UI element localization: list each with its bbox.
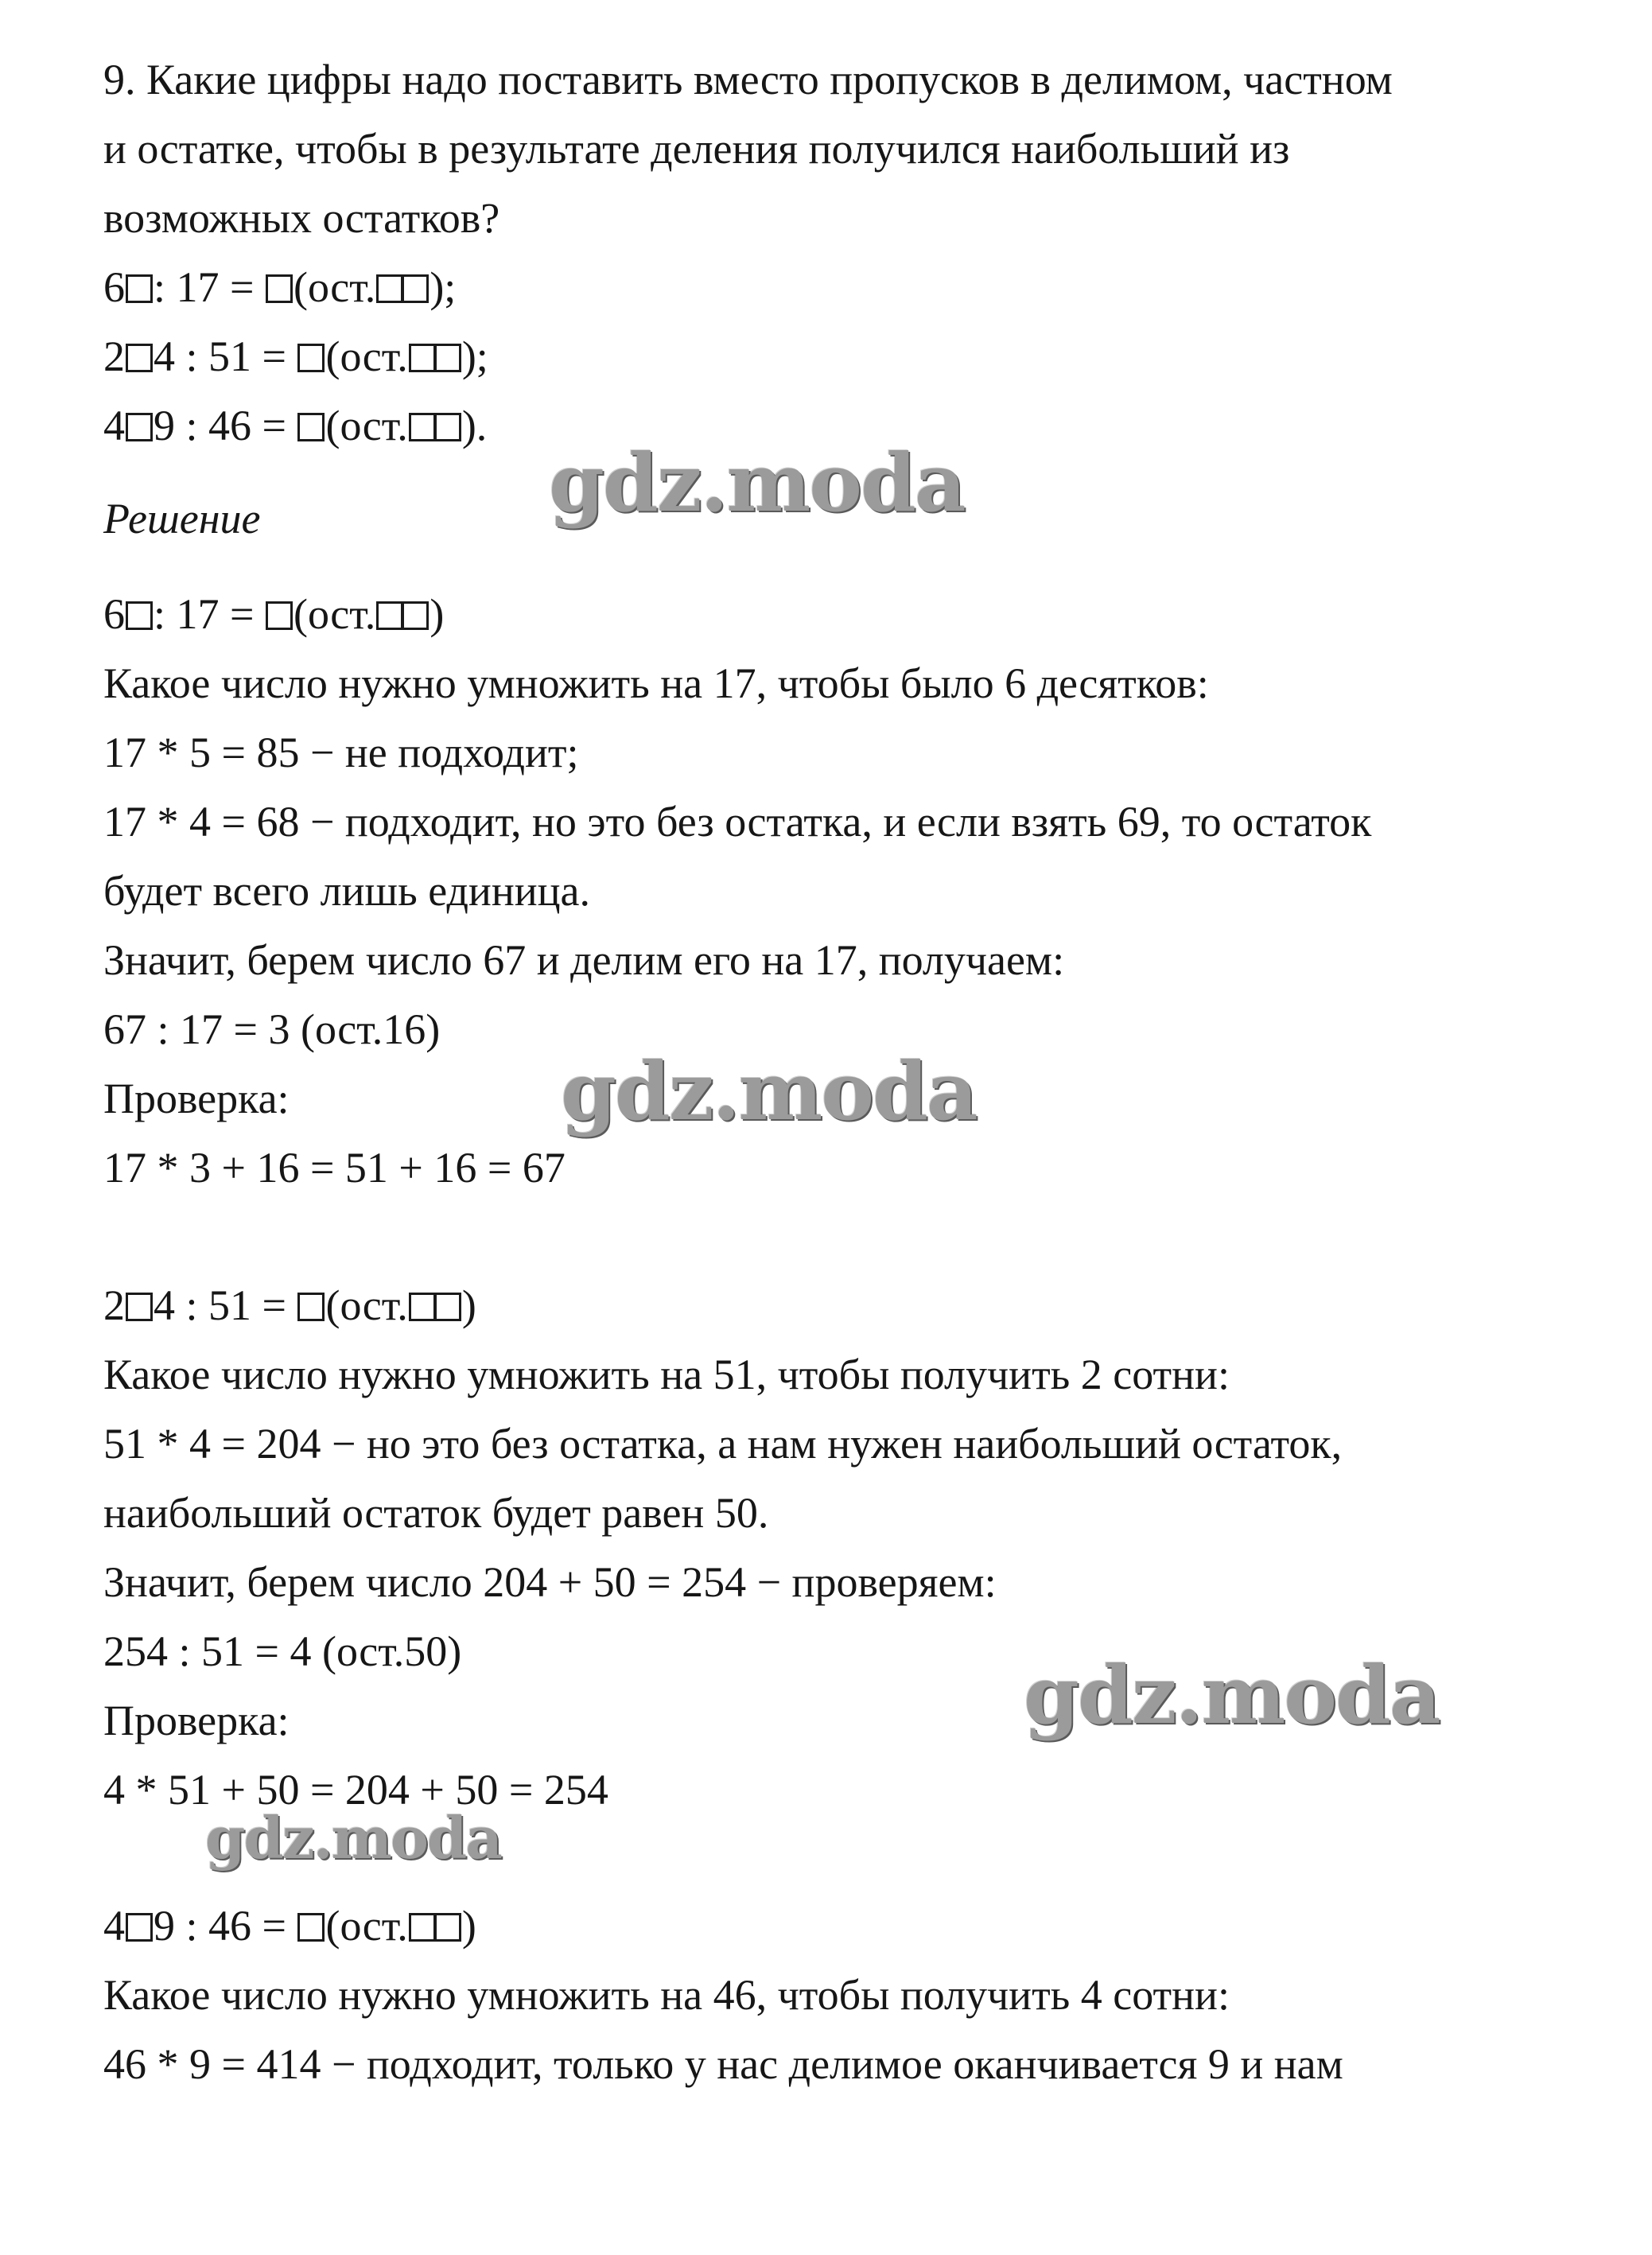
watermark-logo: gdz.moda <box>1024 1648 1440 1742</box>
blank-box <box>266 274 293 303</box>
remainder-label: (ост. <box>325 332 408 380</box>
part3-equation <box>103 1900 476 1951</box>
blank-box <box>297 1913 325 1942</box>
blank-box <box>376 274 403 303</box>
part1-line-6: 67 : 17 = 3 (ост.16) <box>103 1005 441 1053</box>
remainder-label: (ост. <box>293 590 376 638</box>
part2-equation <box>103 1280 476 1331</box>
blank-box <box>402 601 429 630</box>
problem-equation-3 <box>103 400 487 451</box>
blank-box <box>409 1293 436 1321</box>
equation-end: ) <box>430 590 445 638</box>
remainder-label: (ост. <box>325 1902 408 1950</box>
blank-box <box>434 344 461 372</box>
equation-operator: : 17 = <box>154 263 265 311</box>
equation-operator: : 17 = <box>154 590 265 638</box>
part2-line-7: 4 * 51 + 50 = 204 + 50 = 254 <box>103 1766 608 1814</box>
blank-box <box>126 1913 153 1942</box>
dividend-digit: 6 <box>103 263 125 311</box>
part2-line-2: 51 * 4 = 204 − но это без остатка, а нам нужен наибольший остаток, <box>103 1420 1343 1468</box>
part1-line-2: 17 * 5 = 85 − не подходит; <box>103 729 579 776</box>
part2-line-3: наибольший остаток будет равен 50. <box>103 1489 769 1537</box>
blank-box <box>266 601 293 630</box>
part1-line-8: 17 * 3 + 16 = 51 + 16 = 67 <box>103 1144 566 1192</box>
equation-end: ); <box>430 263 457 311</box>
dividend-digit: 2 <box>103 332 125 380</box>
blank-box <box>297 1293 325 1321</box>
blank-box <box>297 344 325 372</box>
blank-box <box>402 274 429 303</box>
blank-box <box>434 1293 461 1321</box>
dividend-digit: 2 <box>103 1281 125 1329</box>
blank-box <box>409 413 436 441</box>
blank-box <box>126 1293 153 1321</box>
blank-box <box>409 344 436 372</box>
blank-box <box>126 601 153 630</box>
part2-line-6: Проверка: <box>103 1697 290 1744</box>
dividend-digit: 4 <box>154 332 175 380</box>
problem-equation-2 <box>103 331 488 382</box>
blank-box <box>376 601 403 630</box>
problem-text-line-1: 9. Какие цифры надо поставить вместо пропусков в делимом, частном <box>103 56 1393 103</box>
part1-line-3: 17 * 4 = 68 − подходит, но это без остатка, и если взять 69, то остаток <box>103 798 1372 846</box>
blank-box <box>126 274 153 303</box>
equation-operator: : 51 = <box>175 332 297 380</box>
blank-box <box>434 413 461 441</box>
blank-box <box>126 413 153 441</box>
equation-operator: : 46 = <box>175 402 297 449</box>
remainder-label: (ост. <box>325 402 408 449</box>
part1-equation <box>103 589 444 640</box>
equation-end: ) <box>461 1902 476 1950</box>
part2-line-1: Какое число нужно умножить на 51, чтобы получить 2 сотни: <box>103 1351 1230 1398</box>
part3-line-2: 46 * 9 = 414 − подходит, только у нас делимое оканчивается 9 и нам <box>103 2040 1343 2088</box>
part3-line-1: Какое число нужно умножить на 46, чтобы получить 4 сотни: <box>103 1971 1230 2019</box>
blank-box <box>297 413 325 441</box>
part1-line-1: Какое число нужно умножить на 17, чтобы было 6 десятков: <box>103 659 1209 707</box>
dividend-digit: 6 <box>103 590 125 638</box>
dividend-digit: 4 <box>154 1281 175 1329</box>
remainder-label: (ост. <box>325 1281 408 1329</box>
watermark-logo: gdz.moda <box>561 1044 977 1138</box>
part1-line-7: Проверка: <box>103 1075 290 1122</box>
equation-operator: : 46 = <box>175 1902 297 1950</box>
equation-end: ). <box>461 402 488 449</box>
blank-box <box>434 1913 461 1942</box>
dividend-digit: 4 <box>103 1902 125 1950</box>
problem-equation-1 <box>103 262 456 313</box>
dividend-digit: 9 <box>154 1902 175 1950</box>
equation-end: ) <box>461 1281 476 1329</box>
problem-text-line-2: и остатке, чтобы в результате деления получился наибольший из <box>103 125 1290 173</box>
watermark-logo: gdz.moda <box>205 1804 501 1872</box>
problem-text-line-3: возможных остатков? <box>103 194 500 242</box>
blank-box <box>126 344 153 372</box>
equation-end: ); <box>461 332 488 380</box>
watermark-logo: gdz.moda <box>549 436 965 530</box>
equation-operator: : 51 = <box>175 1281 297 1329</box>
part1-line-5: Значит, берем число 67 и делим его на 17, получаем: <box>103 936 1065 984</box>
part1-line-4: будет всего лишь единица. <box>103 867 590 915</box>
blank-box <box>409 1913 436 1942</box>
part2-line-5: 254 : 51 = 4 (ост.50) <box>103 1627 462 1675</box>
dividend-digit: 4 <box>103 402 125 449</box>
remainder-label: (ост. <box>293 263 376 311</box>
part2-line-4: Значит, берем число 204 + 50 = 254 − проверяем: <box>103 1558 997 1606</box>
solution-heading: Решение <box>103 495 261 542</box>
dividend-digit: 9 <box>154 402 175 449</box>
